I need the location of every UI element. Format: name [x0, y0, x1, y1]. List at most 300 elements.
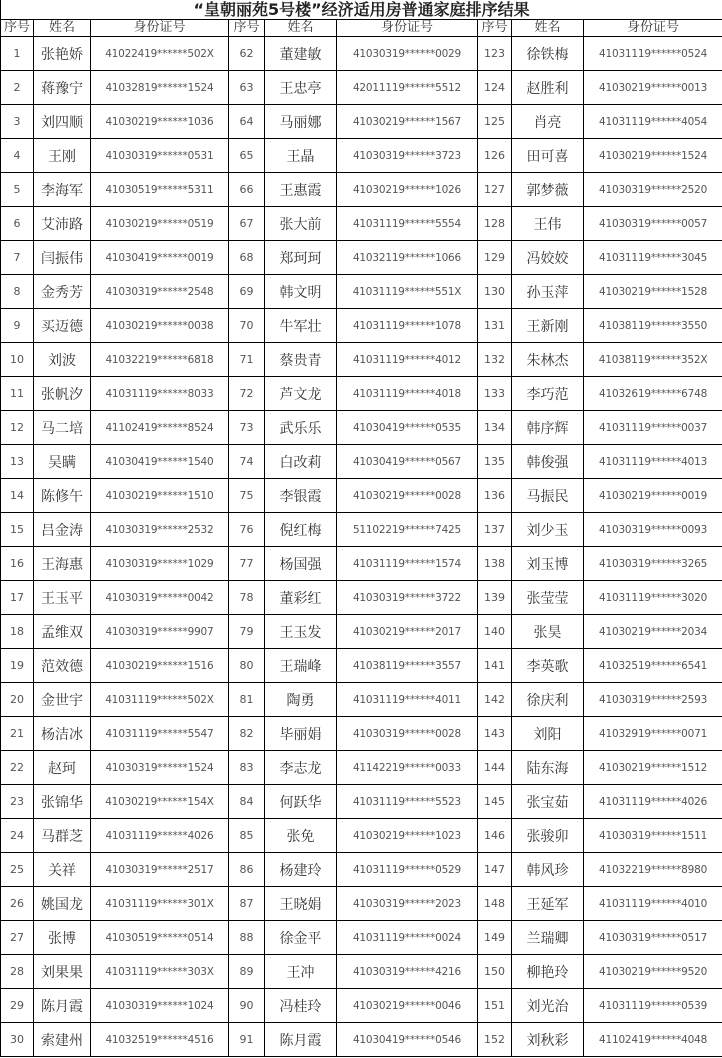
name-cell: 陈修午 [34, 479, 91, 513]
table-row [1, 275, 722, 309]
name-cell: 刘波 [34, 343, 91, 377]
name-cell: 张免 [265, 819, 337, 853]
name-cell: 杨国强 [265, 547, 337, 581]
seq-cell: 28 [1, 955, 34, 989]
id-cell: 41031119******3045 [584, 241, 722, 275]
seq-cell: 19 [1, 649, 34, 683]
name-cell: 杨洁冰 [34, 717, 91, 751]
name-cell: 毕丽娟 [265, 717, 337, 751]
seq-cell: 128 [478, 207, 512, 241]
id-cell: 51102219******7425 [337, 513, 478, 547]
name-cell: 李英歌 [512, 649, 584, 683]
header-id: 身份证号 [337, 20, 478, 37]
id-cell: 41031119******8033 [91, 377, 229, 411]
name-cell: 陶勇 [265, 683, 337, 717]
id-cell: 41030219******1510 [91, 479, 229, 513]
seq-cell: 6 [1, 207, 34, 241]
id-cell: 41031119******4011 [337, 683, 478, 717]
seq-cell: 86 [229, 853, 265, 887]
id-cell: 41031119******4026 [91, 819, 229, 853]
name-cell: 刘四顺 [34, 105, 91, 139]
name-cell: 金世宇 [34, 683, 91, 717]
seq-cell: 150 [478, 955, 512, 989]
table-row [1, 887, 722, 921]
seq-cell: 82 [229, 717, 265, 751]
seq-cell: 90 [229, 989, 265, 1023]
name-cell: 陆东海 [512, 751, 584, 785]
id-cell: 41031119******4026 [584, 785, 722, 819]
id-cell: 41030319******1511 [584, 819, 722, 853]
seq-cell: 23 [1, 785, 34, 819]
name-cell: 韩序辉 [512, 411, 584, 445]
seq-cell: 141 [478, 649, 512, 683]
seq-cell: 7 [1, 241, 34, 275]
table-row [1, 717, 722, 751]
name-cell: 韩文明 [265, 275, 337, 309]
seq-cell: 130 [478, 275, 512, 309]
id-cell: 41030319******0093 [584, 513, 722, 547]
name-cell: 王玉平 [34, 581, 91, 615]
id-cell: 41030219******1516 [91, 649, 229, 683]
id-cell: 41038119******352X [584, 343, 722, 377]
header-name: 姓名 [265, 20, 337, 37]
id-cell: 41030219******0519 [91, 207, 229, 241]
id-cell: 41031119******0024 [337, 921, 478, 955]
table-row [1, 819, 722, 853]
id-cell: 41030219******1026 [337, 173, 478, 207]
table-row [1, 921, 722, 955]
seq-cell: 83 [229, 751, 265, 785]
id-cell: 41030319******2532 [91, 513, 229, 547]
name-cell: 白改莉 [265, 445, 337, 479]
seq-cell: 89 [229, 955, 265, 989]
seq-cell: 68 [229, 241, 265, 275]
seq-cell: 132 [478, 343, 512, 377]
seq-cell: 14 [1, 479, 34, 513]
table-row [1, 547, 722, 581]
id-cell: 41030419******0535 [337, 411, 478, 445]
name-cell: 刘秋彩 [512, 1023, 584, 1057]
name-cell: 刘少玉 [512, 513, 584, 547]
table-row [1, 989, 722, 1023]
table-body [1, 37, 722, 1057]
id-cell: 41031119******4018 [337, 377, 478, 411]
seq-cell: 126 [478, 139, 512, 173]
name-cell: 徐金平 [265, 921, 337, 955]
id-cell: 41030219******0038 [91, 309, 229, 343]
seq-cell: 76 [229, 513, 265, 547]
name-cell: 张帆汐 [34, 377, 91, 411]
id-cell: 41030319******9907 [91, 615, 229, 649]
name-cell: 孙玉萍 [512, 275, 584, 309]
seq-cell: 74 [229, 445, 265, 479]
header-seq: 序号 [1, 20, 34, 37]
seq-cell: 8 [1, 275, 34, 309]
table-row [1, 105, 722, 139]
id-cell: 41030319******2548 [91, 275, 229, 309]
name-cell: 倪红梅 [265, 513, 337, 547]
name-cell: 吕金涛 [34, 513, 91, 547]
seq-cell: 129 [478, 241, 512, 275]
id-cell: 41030219******0028 [337, 479, 478, 513]
id-cell: 41031119******4012 [337, 343, 478, 377]
name-cell: 刘果果 [34, 955, 91, 989]
id-cell: 41031119******0524 [584, 37, 722, 71]
seq-cell: 63 [229, 71, 265, 105]
name-cell: 柳艳玲 [512, 955, 584, 989]
seq-cell: 1 [1, 37, 34, 71]
seq-cell: 5 [1, 173, 34, 207]
id-cell: 41031119******5547 [91, 717, 229, 751]
table-row [1, 1023, 722, 1057]
seq-cell: 13 [1, 445, 34, 479]
name-cell: 王玉发 [265, 615, 337, 649]
id-cell: 41032519******6541 [584, 649, 722, 683]
seq-cell: 73 [229, 411, 265, 445]
name-cell: 李海军 [34, 173, 91, 207]
id-cell: 41030519******5311 [91, 173, 229, 207]
id-cell: 41032619******6748 [584, 377, 722, 411]
id-cell: 41030219******154X [91, 785, 229, 819]
name-cell: 姚国龙 [34, 887, 91, 921]
header-seq: 序号 [229, 20, 265, 37]
id-cell: 41030319******4216 [337, 955, 478, 989]
name-cell: 张昊 [512, 615, 584, 649]
name-cell: 田可喜 [512, 139, 584, 173]
id-cell: 41030319******0057 [584, 207, 722, 241]
name-cell: 关祥 [34, 853, 91, 887]
id-cell: 41030319******1029 [91, 547, 229, 581]
id-cell: 41031119******502X [91, 683, 229, 717]
id-cell: 41030319******3722 [337, 581, 478, 615]
table-row [1, 173, 722, 207]
name-cell: 马丽娜 [265, 105, 337, 139]
name-cell: 刘光治 [512, 989, 584, 1023]
name-cell: 赵珂 [34, 751, 91, 785]
header-name: 姓名 [34, 20, 91, 37]
name-cell: 徐铁梅 [512, 37, 584, 71]
name-cell: 金秀芳 [34, 275, 91, 309]
id-cell: 41030319******0028 [337, 717, 478, 751]
header-seq: 序号 [478, 20, 512, 37]
id-cell: 42011119******5512 [337, 71, 478, 105]
name-cell: 王晓娟 [265, 887, 337, 921]
id-cell: 41032819******1524 [91, 71, 229, 105]
table-row [1, 343, 722, 377]
id-cell: 41030319******0517 [584, 921, 722, 955]
name-cell: 王瑞峰 [265, 649, 337, 683]
id-cell: 41031119******1574 [337, 547, 478, 581]
seq-cell: 146 [478, 819, 512, 853]
id-cell: 41031119******4013 [584, 445, 722, 479]
id-cell: 41032519******4516 [91, 1023, 229, 1057]
name-cell: 李志龙 [265, 751, 337, 785]
seq-cell: 79 [229, 615, 265, 649]
name-cell: 张大前 [265, 207, 337, 241]
seq-cell: 4 [1, 139, 34, 173]
id-cell: 41031119******0037 [584, 411, 722, 445]
table-row [1, 445, 722, 479]
seq-cell: 24 [1, 819, 34, 853]
table-row [1, 513, 722, 547]
seq-cell: 123 [478, 37, 512, 71]
header-row [1, 20, 722, 37]
seq-cell: 27 [1, 921, 34, 955]
id-cell: 41142219******0033 [337, 751, 478, 785]
seq-cell: 85 [229, 819, 265, 853]
id-cell: 41030219******0019 [584, 479, 722, 513]
name-cell: 陈月霞 [265, 1023, 337, 1057]
seq-cell: 17 [1, 581, 34, 615]
page-title: “皇朝丽苑5号楼”经济适用房普通家庭排序结果 [1, 0, 722, 20]
header-id: 身份证号 [91, 20, 229, 37]
id-cell: 41030219******0013 [584, 71, 722, 105]
seq-cell: 147 [478, 853, 512, 887]
name-cell: 王刚 [34, 139, 91, 173]
table-row [1, 411, 722, 445]
id-cell: 41030219******2034 [584, 615, 722, 649]
name-cell: 郑珂珂 [265, 241, 337, 275]
seq-cell: 152 [478, 1023, 512, 1057]
name-cell: 艾沛路 [34, 207, 91, 241]
seq-cell: 125 [478, 105, 512, 139]
seq-cell: 136 [478, 479, 512, 513]
id-cell: 41030219******1023 [337, 819, 478, 853]
name-cell: 王冲 [265, 955, 337, 989]
name-cell: 索建州 [34, 1023, 91, 1057]
seq-cell: 18 [1, 615, 34, 649]
id-cell: 41030419******0019 [91, 241, 229, 275]
id-cell: 41030319******0042 [91, 581, 229, 615]
id-cell: 41030319******3265 [584, 547, 722, 581]
id-cell: 41031119******0539 [584, 989, 722, 1023]
name-cell: 肖亮 [512, 105, 584, 139]
seq-cell: 62 [229, 37, 265, 71]
seq-cell: 144 [478, 751, 512, 785]
id-cell: 41030319******0531 [91, 139, 229, 173]
seq-cell: 12 [1, 411, 34, 445]
seq-cell: 66 [229, 173, 265, 207]
id-cell: 41030319******2520 [584, 173, 722, 207]
table-row [1, 615, 722, 649]
seq-cell: 30 [1, 1023, 34, 1057]
seq-cell: 142 [478, 683, 512, 717]
header-id: 身份证号 [584, 20, 722, 37]
name-cell: 王忠亭 [265, 71, 337, 105]
name-cell: 马群芝 [34, 819, 91, 853]
seq-cell: 145 [478, 785, 512, 819]
id-cell: 41031119******551X [337, 275, 478, 309]
name-cell: 陈月霞 [34, 989, 91, 1023]
id-cell: 41030419******1540 [91, 445, 229, 479]
name-cell: 吴瞒 [34, 445, 91, 479]
table-row [1, 581, 722, 615]
id-cell: 41030219******2017 [337, 615, 478, 649]
seq-cell: 138 [478, 547, 512, 581]
seq-cell: 143 [478, 717, 512, 751]
id-cell: 41038119******3550 [584, 309, 722, 343]
id-cell: 41030319******3723 [337, 139, 478, 173]
seq-cell: 80 [229, 649, 265, 683]
name-cell: 蔡贵青 [265, 343, 337, 377]
id-cell: 41031119******5523 [337, 785, 478, 819]
seq-cell: 133 [478, 377, 512, 411]
id-cell: 41102419******8524 [91, 411, 229, 445]
table-row [1, 241, 722, 275]
id-cell: 41031119******303X [91, 955, 229, 989]
seq-cell: 25 [1, 853, 34, 887]
name-cell: 何跃华 [265, 785, 337, 819]
name-cell: 董彩红 [265, 581, 337, 615]
name-cell: 韩风珍 [512, 853, 584, 887]
name-cell: 孟维双 [34, 615, 91, 649]
seq-cell: 22 [1, 751, 34, 785]
seq-cell: 65 [229, 139, 265, 173]
name-cell: 李巧范 [512, 377, 584, 411]
header-name: 姓名 [512, 20, 584, 37]
name-cell: 刘阳 [512, 717, 584, 751]
seq-cell: 87 [229, 887, 265, 921]
table-row [1, 955, 722, 989]
seq-cell: 91 [229, 1023, 265, 1057]
seq-cell: 127 [478, 173, 512, 207]
seq-cell: 151 [478, 989, 512, 1023]
id-cell: 41032219******6818 [91, 343, 229, 377]
table-row [1, 377, 722, 411]
seq-cell: 78 [229, 581, 265, 615]
seq-cell: 71 [229, 343, 265, 377]
table-row [1, 853, 722, 887]
seq-cell: 131 [478, 309, 512, 343]
id-cell: 41030519******0514 [91, 921, 229, 955]
name-cell: 李银霞 [265, 479, 337, 513]
name-cell: 冯桂玲 [265, 989, 337, 1023]
seq-cell: 77 [229, 547, 265, 581]
table-row [1, 139, 722, 173]
name-cell: 王延军 [512, 887, 584, 921]
seq-cell: 9 [1, 309, 34, 343]
id-cell: 41032219******8980 [584, 853, 722, 887]
name-cell: 蒋豫宁 [34, 71, 91, 105]
table-row [1, 649, 722, 683]
seq-cell: 88 [229, 921, 265, 955]
seq-cell: 135 [478, 445, 512, 479]
seq-cell: 10 [1, 343, 34, 377]
name-cell: 韩俊强 [512, 445, 584, 479]
name-cell: 武乐乐 [265, 411, 337, 445]
seq-cell: 72 [229, 377, 265, 411]
id-cell: 41030419******0567 [337, 445, 478, 479]
name-cell: 郭梦薇 [512, 173, 584, 207]
seq-cell: 20 [1, 683, 34, 717]
seq-cell: 3 [1, 105, 34, 139]
name-cell: 杨建玲 [265, 853, 337, 887]
seq-cell: 15 [1, 513, 34, 547]
seq-cell: 67 [229, 207, 265, 241]
id-cell: 41022419******502X [91, 37, 229, 71]
name-cell: 徐庆利 [512, 683, 584, 717]
name-cell: 马振民 [512, 479, 584, 513]
seq-cell: 148 [478, 887, 512, 921]
table-row [1, 785, 722, 819]
seq-cell: 84 [229, 785, 265, 819]
id-cell: 41030319******0029 [337, 37, 478, 71]
seq-cell: 139 [478, 581, 512, 615]
seq-cell: 124 [478, 71, 512, 105]
name-cell: 芦文龙 [265, 377, 337, 411]
seq-cell: 75 [229, 479, 265, 513]
table-row [1, 37, 722, 71]
seq-cell: 137 [478, 513, 512, 547]
name-cell: 王新刚 [512, 309, 584, 343]
name-cell: 王海惠 [34, 547, 91, 581]
id-cell: 41030219******1512 [584, 751, 722, 785]
table-row [1, 683, 722, 717]
id-cell: 41030219******1036 [91, 105, 229, 139]
name-cell: 张艳娇 [34, 37, 91, 71]
id-cell: 41030319******2593 [584, 683, 722, 717]
name-cell: 张宝茹 [512, 785, 584, 819]
id-cell: 41031119******301X [91, 887, 229, 921]
id-cell: 41031119******1078 [337, 309, 478, 343]
seq-cell: 140 [478, 615, 512, 649]
id-cell: 41030219******1567 [337, 105, 478, 139]
id-cell: 41030319******1024 [91, 989, 229, 1023]
name-cell: 王惠霞 [265, 173, 337, 207]
name-cell: 张锦华 [34, 785, 91, 819]
id-cell: 41030219******9520 [584, 955, 722, 989]
name-cell: 牛军壮 [265, 309, 337, 343]
id-cell: 41030219******0046 [337, 989, 478, 1023]
seq-cell: 149 [478, 921, 512, 955]
table-row [1, 71, 722, 105]
id-cell: 41031119******4010 [584, 887, 722, 921]
seq-cell: 2 [1, 71, 34, 105]
id-cell: 41030319******2517 [91, 853, 229, 887]
name-cell: 范效德 [34, 649, 91, 683]
seq-cell: 21 [1, 717, 34, 751]
name-cell: 闫振伟 [34, 241, 91, 275]
name-cell: 赵胜利 [512, 71, 584, 105]
seq-cell: 11 [1, 377, 34, 411]
seq-cell: 81 [229, 683, 265, 717]
seq-cell: 26 [1, 887, 34, 921]
seq-cell: 29 [1, 989, 34, 1023]
table-row [1, 309, 722, 343]
name-cell: 兰瑞卿 [512, 921, 584, 955]
table-row [1, 479, 722, 513]
id-cell: 41032919******0071 [584, 717, 722, 751]
id-cell: 41030219******1524 [584, 139, 722, 173]
name-cell: 王伟 [512, 207, 584, 241]
id-cell: 41031119******3020 [584, 581, 722, 615]
seq-cell: 134 [478, 411, 512, 445]
name-cell: 冯姣姣 [512, 241, 584, 275]
name-cell: 马二培 [34, 411, 91, 445]
name-cell: 买迈德 [34, 309, 91, 343]
name-cell: 朱林杰 [512, 343, 584, 377]
id-cell: 41102419******4048 [584, 1023, 722, 1057]
table-row [1, 207, 722, 241]
name-cell: 董建敏 [265, 37, 337, 71]
name-cell: 刘玉博 [512, 547, 584, 581]
id-cell: 41030319******1524 [91, 751, 229, 785]
id-cell: 41031119******5554 [337, 207, 478, 241]
id-cell: 41030419******0546 [337, 1023, 478, 1057]
id-cell: 41032119******1066 [337, 241, 478, 275]
seq-cell: 16 [1, 547, 34, 581]
table-row [1, 751, 722, 785]
